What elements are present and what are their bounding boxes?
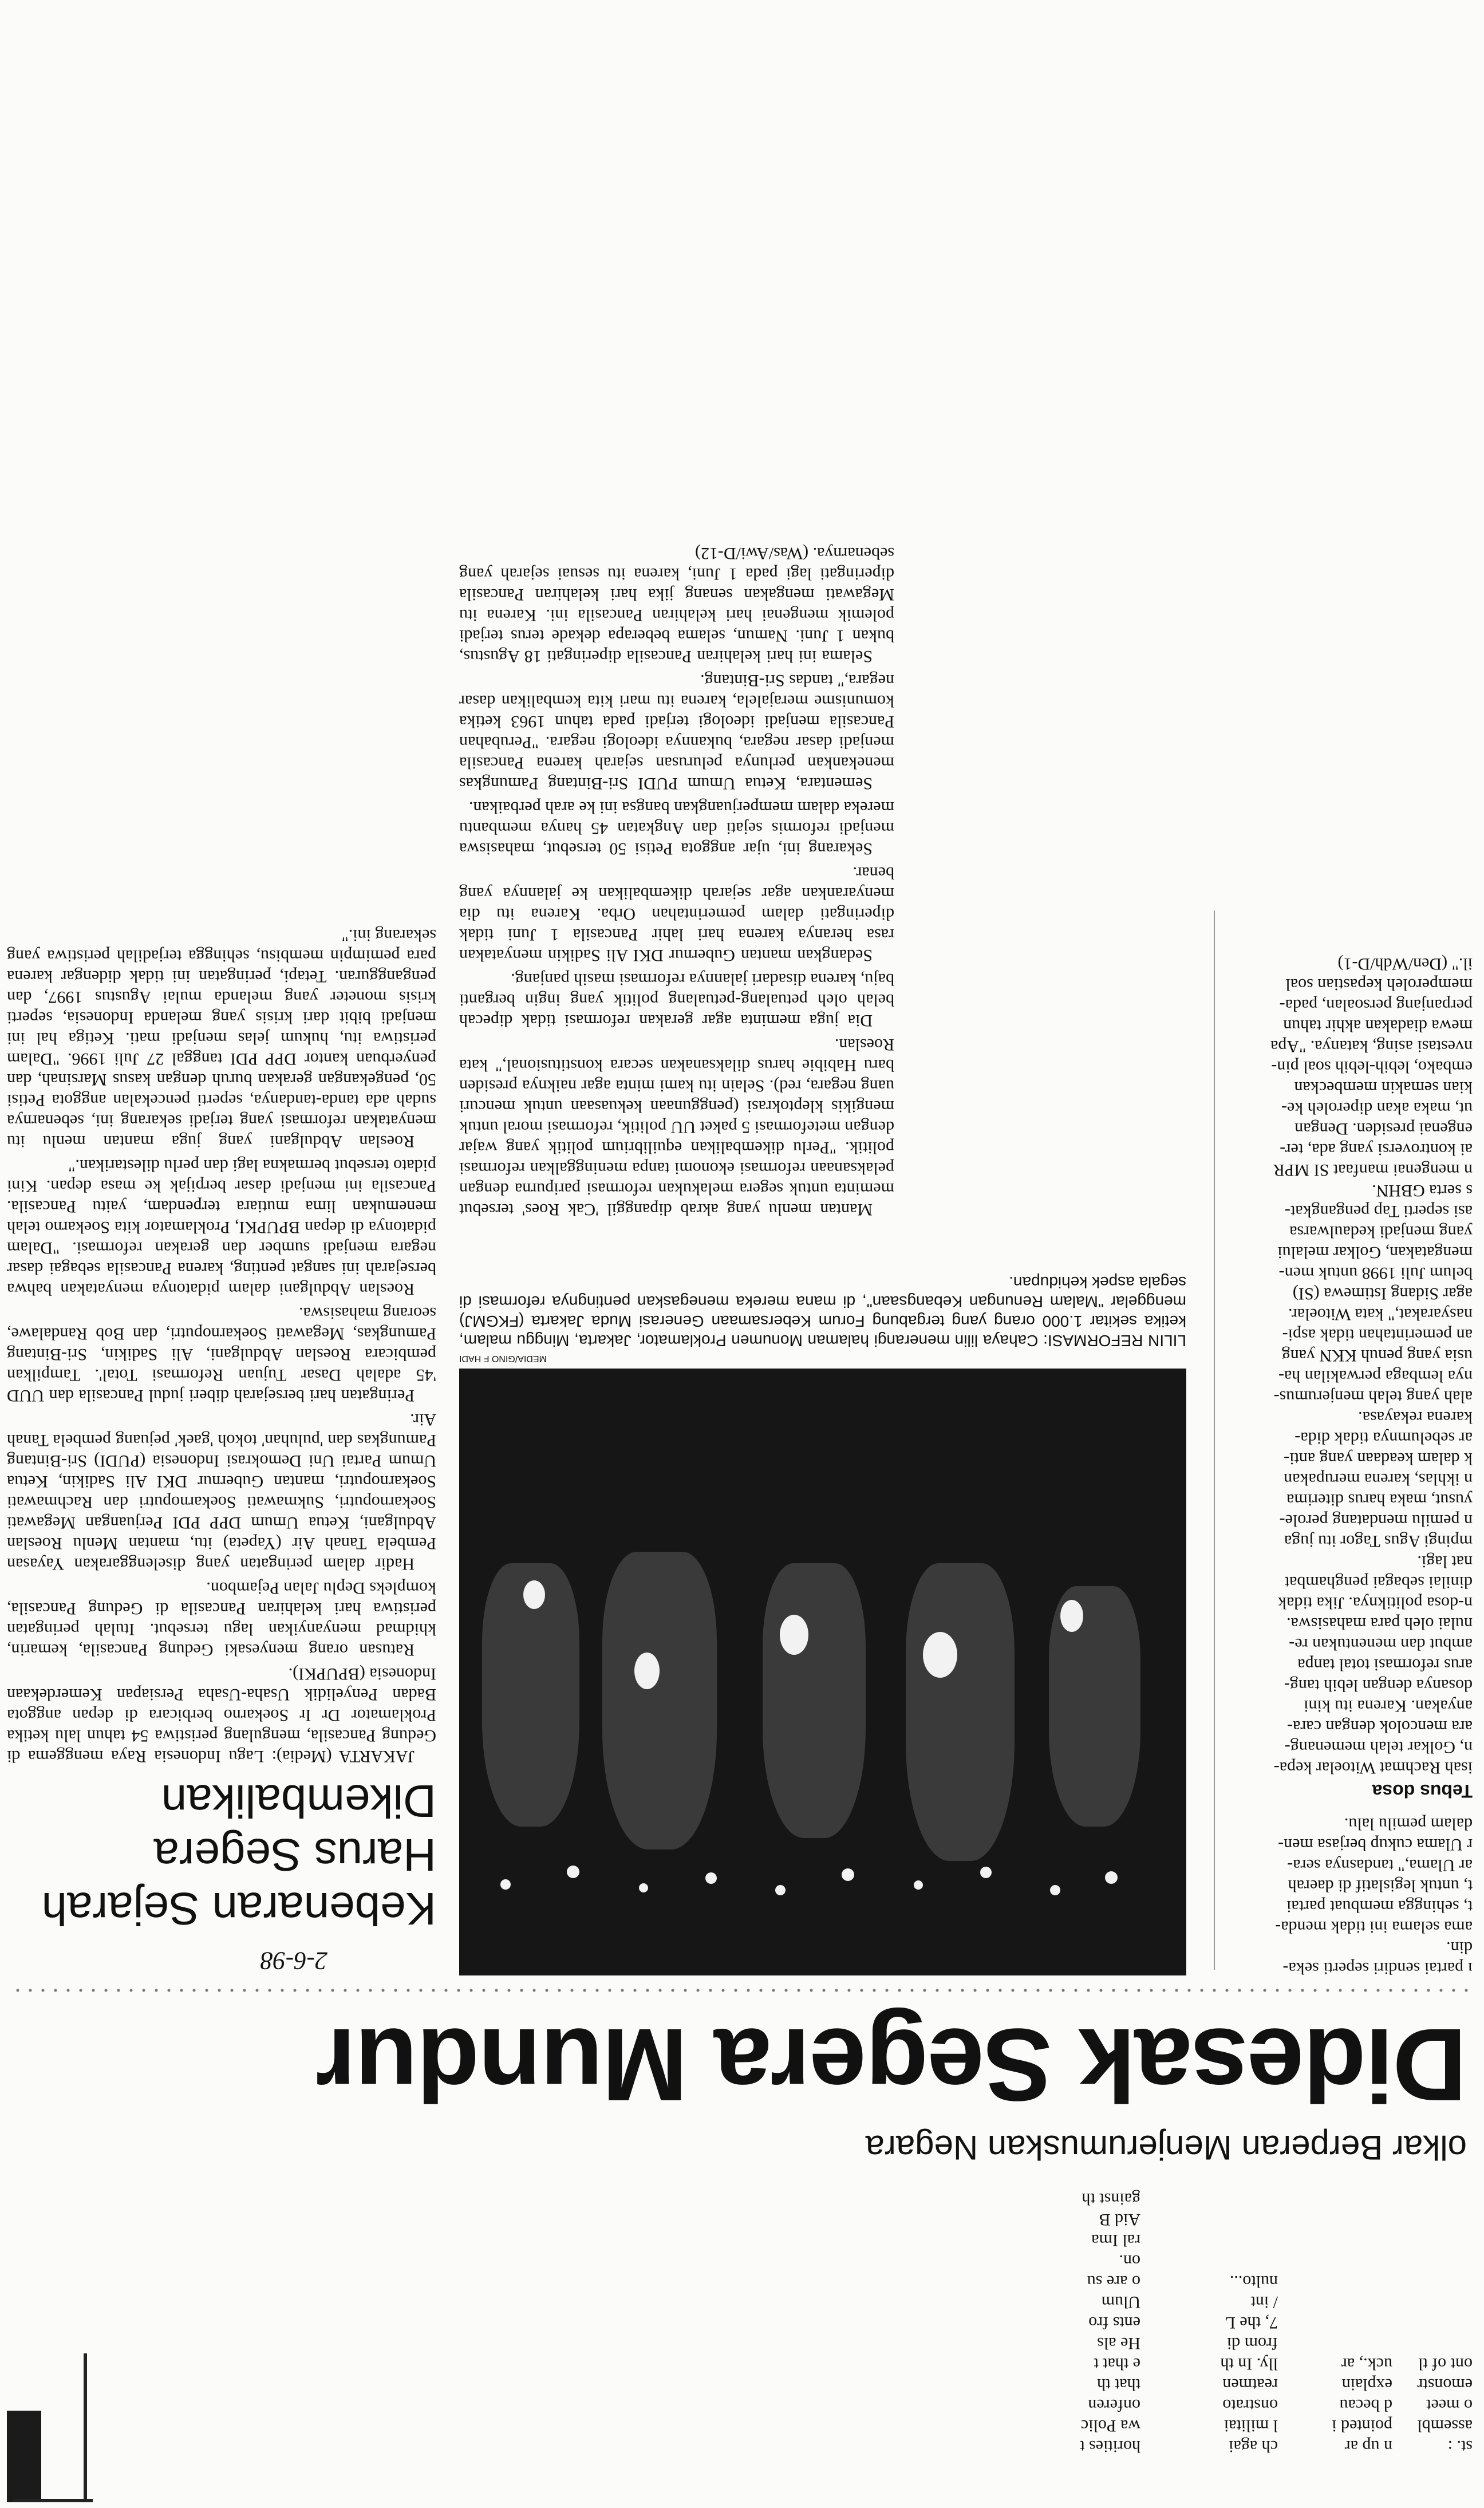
handwritten-date: 2-6-98	[260, 1947, 327, 1975]
headline: Didesak Segera Mundur	[317, 2007, 1467, 2122]
left-fragments-col-b: n up ar pointed i d becau explain uck., ar	[1332, 2355, 1392, 2456]
photo-candle-vigil	[459, 1369, 1186, 1975]
dotted-separator	[11, 1988, 1473, 1993]
article-title-2: Harus Segera	[153, 1829, 436, 1880]
left-frame-line-2	[13, 2499, 93, 2502]
article-title-3: Dikembalikan	[161, 1776, 436, 1827]
article-title-1: Kebenaran Sejarah	[41, 1883, 436, 1934]
left-dark-bar	[7, 2411, 41, 2502]
article-column-left: Mantan menlu yang akrab dipanggil 'Cak Roes' tersebut meminta untuk segera melakukan reformasi paripurna dengan pelaksanaan reformasi ekonomi tanpa meninggalkan reformasi politik. "Perlu dikembalikan equilibrium politik yang wajar dengan meteformasi 5 paket UU politik, reformasi moral untuk mengikis kleptokrasi (penggunaan kekuasaan untuk mencuri uang negara, red). Selain itu kami minta agar naiknya presiden baru Habibie harus dilaksanakan secara konstitusional," kata Roeslan. Dia juga meminta agar gerakan reformasi tidak dipecah belah oleh petualang-petualang politik yang ingin berganti baju, karena disadari jalannya reformasi masih panjang. Sedangkan mantan Gubernur DKI Ali Sadikin menyatakan rasa heranya karena hari lahir Pancasila 1 Juni tidak diperingati dalam pemerintahan Orba. Karena itu dia menyarankan agar sejarah dikembalikan ke jalannya yang benar. Sekarang ini, ujar anggota Petisi 50 tersebut, mahasiswa menjadi reformis sejati dan Angkatan 45 hanya membantu mereka dalam memperjuangkan bangsa ini ke arah perbaikan. Sementara, Ketua Umum PUDI Sri-Bintang Pamungkas menekankan perlunya pelurusan sejarah karena Pancasila menjadi dasar negara, bukannya ideologi negara. "Perubahan Pancasila menjadi ideologi terjadi pada tahun 1963 ketika komunisme merajalela, karena itu mari kita kembalikan dasar negara," tandas Sri-Bintang. Selama ini hari kelahiran Pancasila diperingati 18 Agustus, bukan 1 Juni. Namun, selama beberapa dekade terus terjadi polemik mengenai hari kelahiran Pancasila ini. Karena itu Megawati mengakan senang jika hari kelahiran Pancasila diperingati lagi pada 1 Juni, karena itu sesuai sejarah yang sebenarnya. (Was/Awi/D-12)	[459, 544, 894, 1219]
kicker: olkar Berperan Menjerumuskan Negara	[865, 2128, 1467, 2167]
photo-caption: LILIN REFORMASI: Cahaya lilin menerangi halaman Monumen Proklamator, Jakarta, Minggu malam, ketika sekitar 1.000 orang yang tergabung Forum Kebersamaan Generasi Muda Jakarta (FKGMJ) menggelar "Malam Renungan Kebangsaan", di mana mereka menegaskan pentingnya reformasi di segala aspek kehidupan.	[459, 1273, 1186, 1350]
side-article-body: isah Rachmat Witoelar kepa- n, Golkar telah memenang- ara mencolok dengan cara- anyakan. Karena itu kini dosanya dengan lebih tang- arus reformasi total tanpa ambut dan menentukan re- nulai oleh para mahasiswa. n-dosa politiknya. Jika tidak dinilai sebagai penghambat nat lagi. mpingi Agus Tagor itu juga n pemilu mendatang perole- yusut, maka harus diterima n ikhlas, karena merupakan k dalam keadaan yang anti- ar sebelumnya tidak dida- karena rekayasa. alah yang telah menjerumus- nya lembaga perwakilan ha- usia yang penuh KKN yang an pemerintahan tidak aspi- nasyarakat," kata Witoelar. agar Sidang Istimewa (SI) belum Juli 1998 untuk men- mengatakan, Golkar melalui yang menjadi kedaulwarsa asi seperti Tap pengangkat- s serta GBHN. n mengenai manfaat SI MPR ai kontroversi yang ada, ter- engenai presiden. Dengan ut, maka akan diperoleh ke- kian semakin membeckan embako, lebih-lebih soal pin- nvestasi asing, katanya. "Apa mewa diadakan akhir tahun perpanjang persoalan, pada- memperoleh kepastian soal il." (Den/Wdh/D-1)	[1270, 955, 1473, 1777]
left-fragments-col-c: ch agai l militai onstrato reatmen lly. In th from di 7, the L / int nulto...	[1220, 2272, 1278, 2456]
column-divider	[1214, 910, 1215, 1970]
side-subheading: Tebus dosa	[1372, 1781, 1473, 1801]
left-fragments-col-a: st. : assembl o meet emonstr ont of tl	[1417, 2355, 1473, 2456]
left-frame-line	[84, 2353, 87, 2502]
article-column-right: JAKARTA (Media): Lagu Indonesia Raya menggema di Gedung Pancasila, mengulang peristiwa 54 tahun lalu ketika Proklamator Dr Ir Soekarno berbicara di depan anggota Badan Penyelidik Usaha-Usaha Persiapan Kemerdekaan Indonesia (BPUPKI). Ratusan orang menyesaki Gedung Pancasila, kemarin, khidmad menyanyikan lagu tersebut. Itulah peringatan peristiwa hari kelahiran Pancasila di Gedung Pancasila, kompleks Deplu Jalan Pejambon. Hadir dalam peringatan yang diselenggarakan Yayasan Pembela Tanah Air (Yapeta) itu, mantan Menlu Roeslan Abdulgani, Ketua Umum DPP PDI Perjuangan Megawati Soekarnoputri, Sukmawati Soekarnoputri dan Rachmawati Soekarnoputri, mantan Gubernur DKI Ali Sadikin, Ketua Umum Partai Uni Demokrasi Indonesia (PUDI) Sri-Bintang Pamungkas dan 'puluhan' tokoh 'gaek' pejuang pembela Tanah Air. Peringatan hari bersejarah diberi judul Pancasila dan UUD '45 adalah Dasar Tujuan Reformasi Total'. Tampilkan pembicara Roeslan Abdulgani, Ali Sadikin, Sri-Bintang Pamungkas, Megawati Soekarnoputri, dan Bob Randalawe, seorang mahasiswa. Roeslan Abdulgani dalam pidatonya menyatakan bahwa bersejarah ini sangat penting, karena Pancasila sebagai dasar negara menjadi sumber dan gerakan reformasi. "Dalam pidatonya di depan BPUPKI, Proklamator kita Soekarno telah menemukan lima mutiara terpendam, yaitu Pancasila. Pancasila ini menjadi dasar berpijak ke masa depan. Kini pidato tersebut bermakna lagi dan perlu dilestarikan." Roeslan Abdulgani yang juga mantan menlu itu menyatakan reformasi yang terjadi sekarang ini, sebenarnya sudah ada tanda-tandanya, seperti pencekalan anggota Petisi 50, pengekangan gerakan buruh dengan kasus Marsinah, dan penyerbuan kantor DPP PDI tanggal 27 Juli 1996. "Dalam peristiwa itu, hukum jelas menjadi mati. Ketiga hal ini menjadi bibit dari krisis yang melanda Indonesia, seperti krisis moneter yang melanda mulai Agustus 1997, dan pengangguran. Tetapi, peringatan ini tidak didengar karena para pemimpin membisu, sehingga terjadilah peristiwa yang sekarang ini."	[7, 926, 436, 1766]
photo-credit: MEDIA/GINO F HADI	[459, 1354, 547, 1363]
left-fragments-col-d: horities t wa Polic onferen that th e that t He als ents fro Ulum o are su on. ral Ima Aid B gainst th	[1080, 2190, 1140, 2456]
side-article-top: ı partai sendiri seperti seka- din. ama selama ini tidak menda- t, sehingga membuat partai t, untuk legislatif di daerah ar Ulama," tandasnya sera- r Ulama cukup berjasa men- dalam pemilu lalu.	[1275, 1815, 1473, 1978]
